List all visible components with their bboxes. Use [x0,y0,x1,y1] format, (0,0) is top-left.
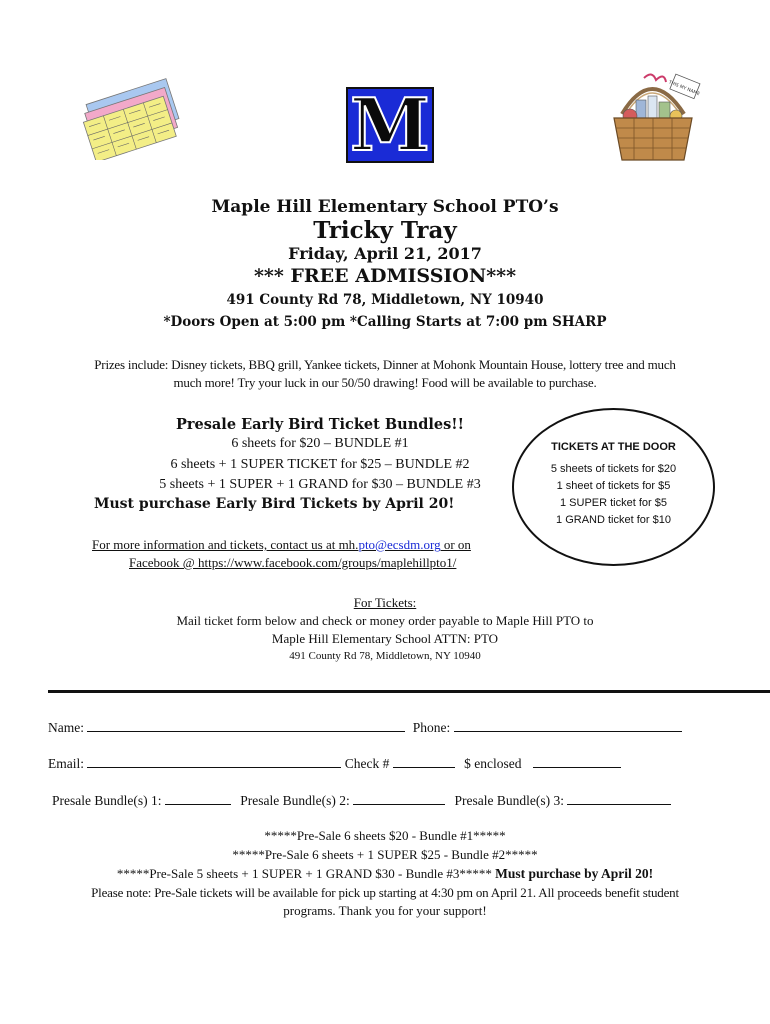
event-times: *Doors Open at 5:00 pm *Calling Starts at 7:00 pm SHARP [163,314,607,330]
form-row-bundles [52,791,671,809]
prizes-line-2: much more! Try your luck in our 50/50 drawing! Food will be available to purchase. [173,375,597,390]
email-label: Email: [48,756,84,771]
phone-label: Phone: [412,720,451,735]
footer-line-2: *****Pre-Sale 6 sheets + 1 SUPER $25 - Bundle #2***** [232,847,538,862]
presale-bundle-1: 6 sheets for $20 – BUNDLE #1 [231,436,409,451]
event-address: 491 County Rd 78, Middletown, NY 10940 [226,292,544,308]
admission-banner: *** FREE ADMISSION*** [253,265,517,287]
door-heading: TICKETS AT THE DOOR [551,441,676,453]
footer-line-3-prefix: *****Pre-Sale 5 sheets + 1 SUPER + 1 GRAND $30 - Bundle #3***** [116,866,496,881]
tickets-illustration [80,72,190,160]
door-tickets-oval [512,408,715,566]
info-line-1 [92,537,471,553]
gift-basket-illustration [604,68,704,168]
footer-line-3 [0,866,770,882]
mail-heading: For Tickets: [353,595,417,610]
enclosed-label: $ enclosed [464,756,522,771]
event-date: Friday, April 21, 2017 [288,244,482,263]
presale-heading: Presale Early Bird Ticket Bundles!! [175,416,465,433]
mail-line-2: Maple Hill Elementary School ATTN: PTO [271,631,499,646]
bundle-3-field[interactable] [567,791,671,805]
bundle-1-field[interactable] [165,791,231,805]
door-line-2: 1 sheet of tickets for $5 [556,480,671,492]
footer-line-4: Please note: Pre-Sale tickets will be available for pick up starting at 4:30 pm on April 21. All proceeds benefit student [91,885,679,900]
footer-line-1: *****Pre-Sale 6 sheets $20 - Bundle #1***** [264,828,506,843]
presale-bundle-2: 6 sheets + 1 SUPER TICKET for $25 – BUNDLE #2 [170,457,470,472]
name-field[interactable] [87,718,405,732]
door-line-4: 1 GRAND ticket for $10 [556,514,671,526]
email-field[interactable] [87,754,341,768]
name-label: Name: [48,720,84,735]
info-line-1-prefix: For more information and tickets, contact us at mh. [92,537,359,552]
door-line-3: 1 SUPER ticket for $5 [560,497,667,509]
footer-line-3-deadline: Must purchase by April 20! [495,866,654,881]
form-row-email [48,754,621,772]
bundle-1-label: Presale Bundle(s) 1: [52,793,162,808]
door-line-1: 5 sheets of tickets for $20 [550,463,677,475]
presale-deadline: Must purchase Early Bird Tickets by April 20! [94,496,455,512]
bundle-2-label: Presale Bundle(s) 2: [240,793,350,808]
check-label: Check # [344,756,390,771]
info-email-link[interactable]: pto@ecsdm.org [358,537,441,552]
school-title: Maple Hill Elementary School PTO’s [211,197,559,217]
mail-line-1: Mail ticket form below and check or money order payable to Maple Hill PTO to [176,613,594,628]
form-divider [48,690,770,693]
mail-line-3: 491 County Rd 78, Middletown, NY 10940 [289,650,481,662]
event-title: Tricky Tray [313,217,457,244]
info-facebook-line[interactable]: Facebook @ https://www.facebook.com/groups/maplehillpto1/ [129,555,457,570]
check-number-field[interactable] [393,754,455,768]
phone-field[interactable] [454,718,682,732]
prizes-line-1: Prizes include: Disney tickets, BBQ grill, Yankee tickets, Dinner at Mohonk Mountain House, lottery tree and much [94,357,676,372]
enclosed-amount-field[interactable] [533,754,621,768]
presale-bundle-3: 5 sheets + 1 SUPER + 1 GRAND for $30 – BUNDLE #3 [159,477,481,492]
logo-letter: M [350,82,430,167]
form-row-name [48,718,682,736]
bundle-3-label: Presale Bundle(s) 3: [454,793,564,808]
info-line-1-suffix: or on [440,537,471,552]
basket-tag-text: THIS MY NAME [667,80,701,98]
school-logo [346,82,434,167]
bundle-2-field[interactable] [353,791,445,805]
footer-line-5: programs. Thank you for your support! [283,903,487,918]
